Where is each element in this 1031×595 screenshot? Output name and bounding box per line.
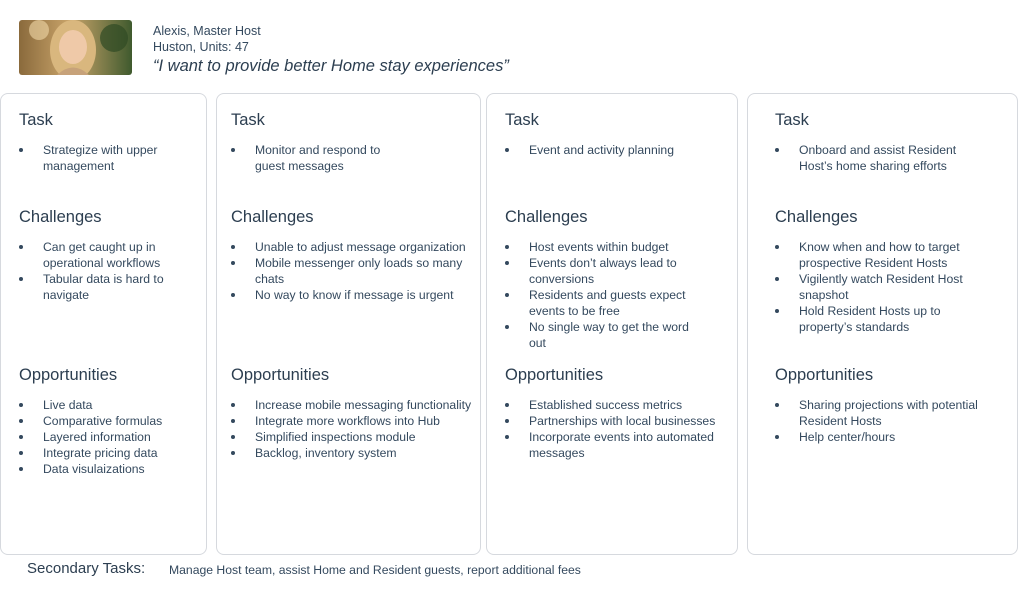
challenges-heading: Challenges bbox=[505, 208, 588, 226]
persona-avatar bbox=[19, 20, 132, 75]
list-item: Event and activity planning bbox=[493, 142, 733, 158]
persona-location: Huston, Units: 47 bbox=[153, 40, 249, 54]
opportunities-list bbox=[763, 397, 1013, 445]
challenges-heading: Challenges bbox=[231, 208, 314, 226]
list-item: Partnerships with local businesses bbox=[493, 413, 733, 429]
opportunities-heading: Opportunities bbox=[19, 366, 118, 384]
task-heading: Task bbox=[505, 111, 539, 129]
list-item: Onboard and assist Resident Host’s home sharing efforts bbox=[763, 142, 968, 174]
secondary-tasks-label: Secondary Tasks: bbox=[27, 560, 146, 577]
list-item: Increase mobile messaging functionality bbox=[219, 397, 474, 413]
list-item: Know when and how to target prospective Resident Hosts bbox=[763, 239, 983, 271]
list-item: Strategize with upper management bbox=[7, 142, 197, 174]
list-item: Help center/hours bbox=[763, 429, 1013, 445]
list-item: Monitor and respond to guest messages bbox=[219, 142, 409, 174]
list-item: Layered information bbox=[7, 429, 197, 445]
task-list bbox=[763, 142, 968, 174]
list-item: Established success metrics bbox=[493, 397, 733, 413]
task-card-1 bbox=[0, 93, 207, 555]
list-item: No single way to get the word out bbox=[493, 319, 708, 351]
secondary-tasks-text: Manage Host team, assist Home and Resident guests, report additional fees bbox=[169, 563, 581, 577]
challenges-list bbox=[219, 239, 474, 303]
list-item: Host events within budget bbox=[493, 239, 708, 255]
task-heading: Task bbox=[19, 111, 53, 129]
challenges-list bbox=[493, 239, 708, 351]
challenges-heading: Challenges bbox=[775, 208, 858, 226]
task-card-2 bbox=[216, 93, 481, 555]
opportunities-heading: Opportunities bbox=[775, 366, 874, 384]
task-heading: Task bbox=[231, 111, 265, 129]
task-list bbox=[7, 142, 197, 174]
challenges-list bbox=[763, 239, 983, 335]
list-item: Mobile messenger only loads so many chats bbox=[219, 255, 474, 287]
opportunities-heading: Opportunities bbox=[231, 366, 330, 384]
list-item: Simplified inspections module bbox=[219, 429, 474, 445]
challenges-heading: Challenges bbox=[19, 208, 102, 226]
list-item: Data visulaizations bbox=[7, 461, 197, 477]
challenges-list bbox=[7, 239, 197, 303]
persona-quote: “I want to provide better Home stay experiences” bbox=[153, 57, 509, 75]
list-item: Incorporate events into automated messages bbox=[493, 429, 733, 461]
list-item: Comparative formulas bbox=[7, 413, 197, 429]
list-item: Integrate more workflows into Hub bbox=[219, 413, 474, 429]
list-item: Unable to adjust message organization bbox=[219, 239, 474, 255]
opportunities-list bbox=[219, 397, 474, 461]
list-item: Vigilently watch Resident Host snapshot bbox=[763, 271, 983, 303]
list-item: No way to know if message is urgent bbox=[219, 287, 474, 303]
list-item: Hold Resident Hosts up to property’s standards bbox=[763, 303, 983, 335]
persona-name: Alexis, Master Host bbox=[153, 24, 261, 38]
list-item: Can get caught up in operational workflows bbox=[7, 239, 197, 271]
task-card-3 bbox=[486, 93, 738, 555]
list-item: Events don’t always lead to conversions bbox=[493, 255, 708, 287]
list-item: Tabular data is hard to navigate bbox=[7, 271, 197, 303]
opportunities-list bbox=[493, 397, 733, 461]
list-item: Backlog, inventory system bbox=[219, 445, 474, 461]
list-item: Residents and guests expect events to be free bbox=[493, 287, 708, 319]
list-item: Live data bbox=[7, 397, 197, 413]
task-heading: Task bbox=[775, 111, 809, 129]
opportunities-heading: Opportunities bbox=[505, 366, 604, 384]
task-list bbox=[219, 142, 409, 174]
list-item: Sharing projections with potential Resident Hosts bbox=[763, 397, 1013, 429]
opportunities-list bbox=[7, 397, 197, 477]
task-card-4 bbox=[747, 93, 1018, 555]
task-list bbox=[493, 142, 733, 158]
list-item: Integrate pricing data bbox=[7, 445, 197, 461]
